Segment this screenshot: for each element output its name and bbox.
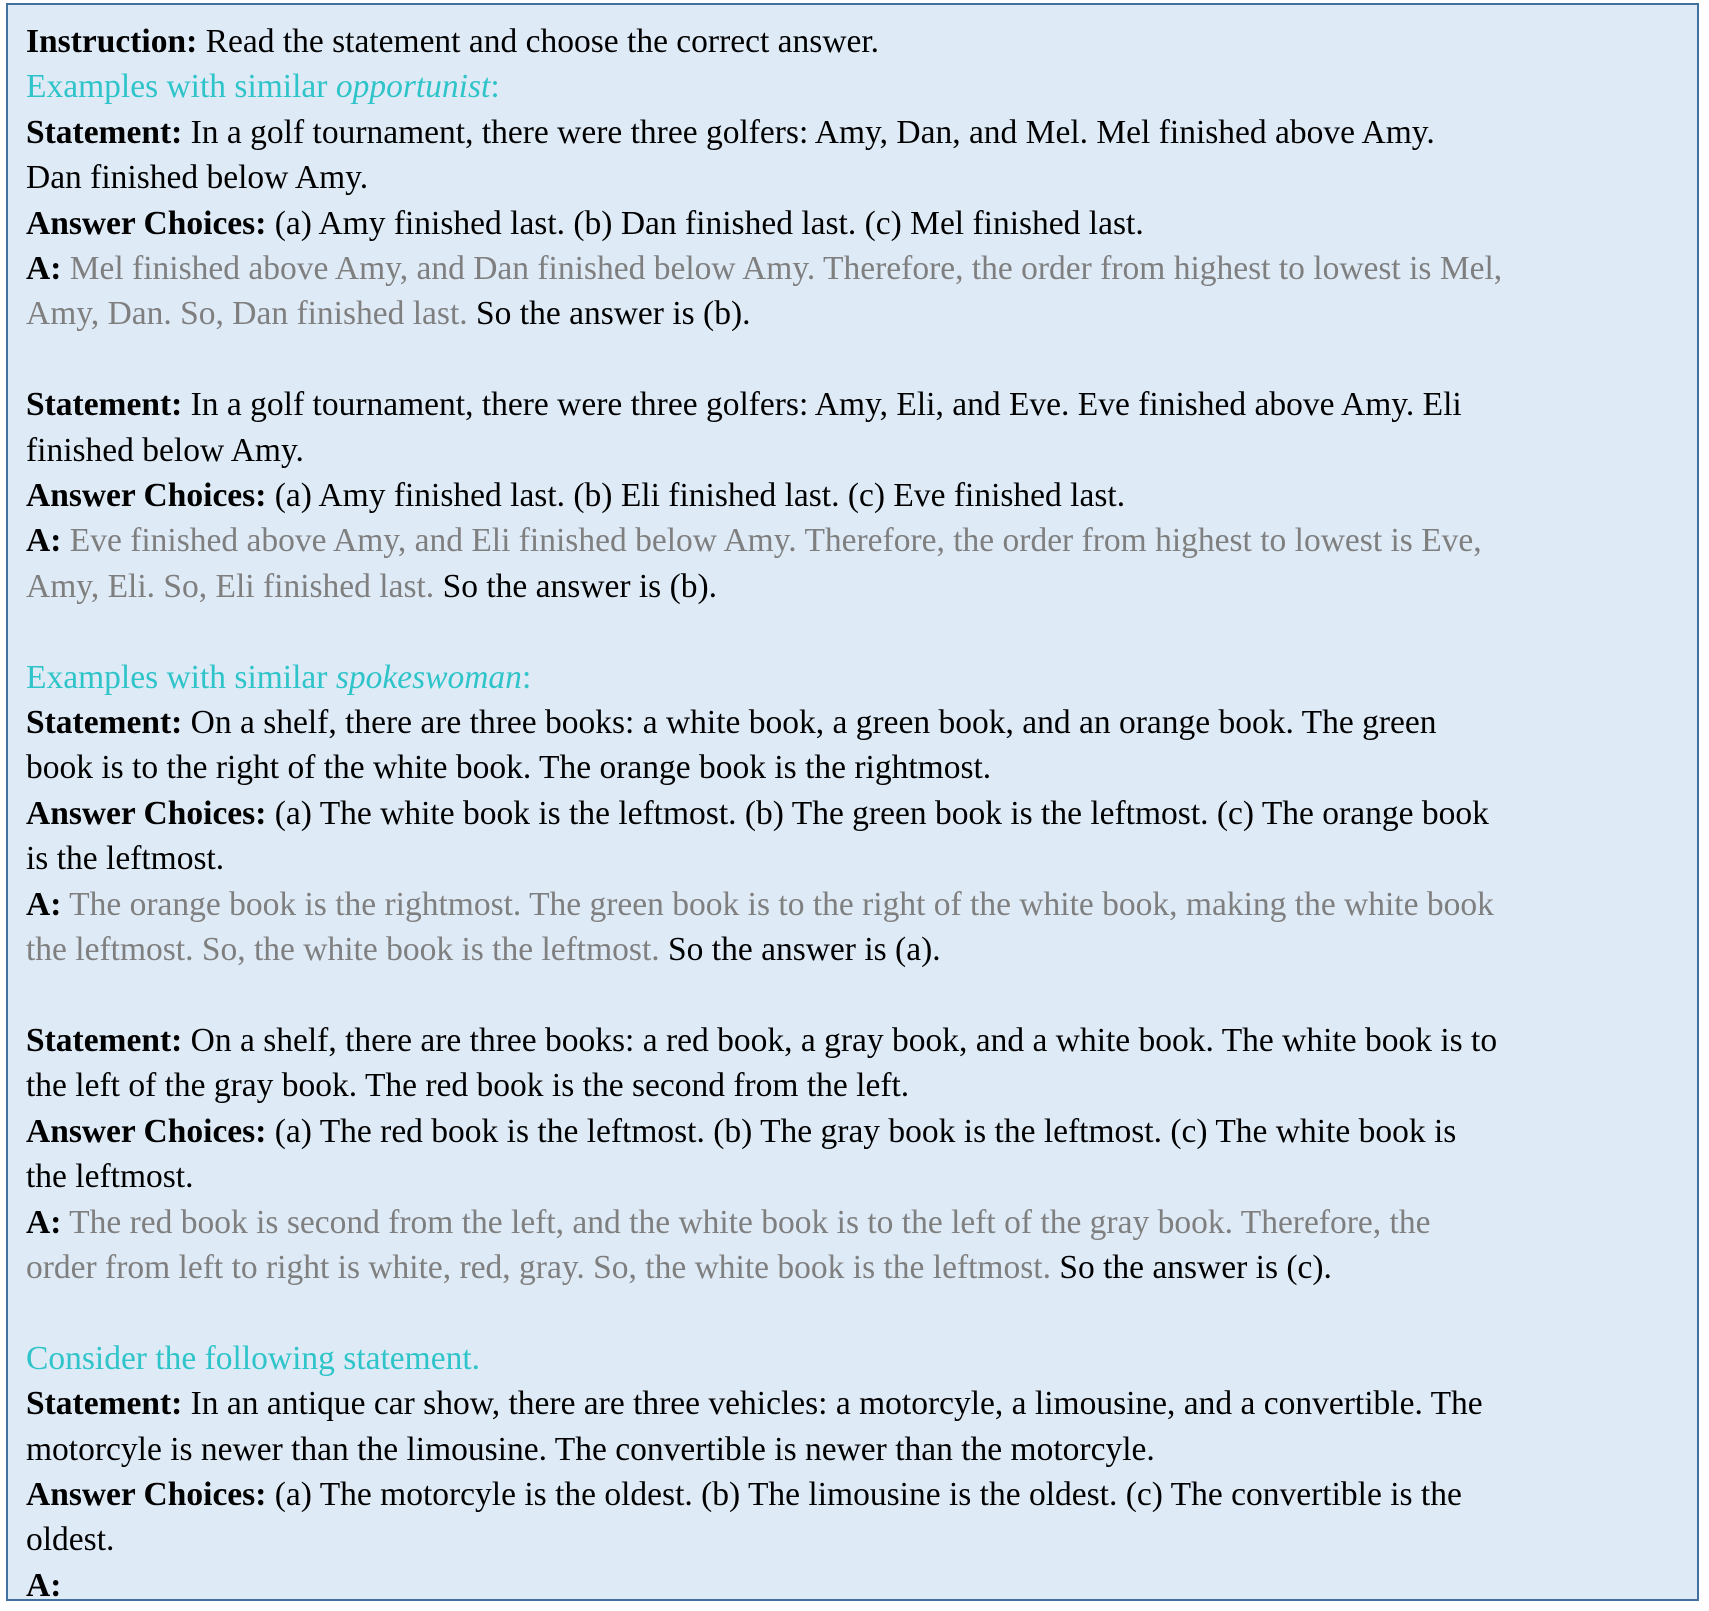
choices-line	[26, 201, 1679, 246]
rationale-text: the leftmost. So, the white book is the leftmost.	[26, 931, 660, 969]
spacer	[26, 1290, 1679, 1335]
statement-label: Statement:	[26, 1021, 183, 1059]
choices-text: (a) The motorcyle is the oldest. (b) The limousine is the oldest. (c) The convertible is the	[266, 1475, 1462, 1513]
choices-line	[26, 1109, 1679, 1154]
choices-line	[26, 791, 1679, 836]
choices-label: Answer Choices:	[26, 794, 267, 832]
rationale-text: order from left to right is white, red, gray. So, the white book is the leftmost.	[26, 1248, 1051, 1286]
group-heading-suffix: :	[490, 68, 500, 106]
statement-text: In a golf tournament, there were three golfers: Amy, Dan, and Mel. Mel finished above Amy.	[182, 113, 1435, 151]
instruction-label: Instruction:	[26, 23, 198, 60]
choices-label: Answer Choices:	[26, 1475, 267, 1513]
answer-line-continued	[26, 1245, 1679, 1290]
conclusion-text: So the answer is (a).	[659, 931, 941, 969]
conclusion-text: So the answer is (c).	[1050, 1248, 1332, 1286]
choices-label: Answer Choices:	[26, 204, 267, 242]
conclusion-text: So the answer is (b).	[467, 295, 751, 333]
rationale-text: Amy, Eli. So, Eli finished last.	[26, 567, 435, 605]
group-heading-term: spokeswoman	[335, 658, 522, 696]
choices-text: the leftmost.	[26, 1158, 194, 1196]
spacer	[26, 973, 1679, 1018]
statement-line	[26, 1018, 1679, 1063]
statement-line	[26, 110, 1679, 155]
choices-text: is the leftmost.	[26, 840, 225, 878]
answer-line	[26, 1563, 1679, 1608]
answer-line	[26, 246, 1679, 291]
group-heading-suffix: :	[521, 658, 532, 696]
answer-line-continued	[26, 291, 1679, 336]
prompt-panel	[6, 3, 1699, 1604]
answer-label: A:	[26, 1203, 62, 1241]
statement-text: In an antique car show, there are three vehicles: a motorcyle, a limousine, and a convertible. The	[182, 1385, 1483, 1423]
statement-text: In a golf tournament, there were three golfers: Amy, Eli, and Eve. Eve finished above Amy. Eli	[182, 386, 1462, 424]
choices-text: (a) The white book is the leftmost. (b) The green book is the leftmost. (c) The orange book	[266, 794, 1489, 832]
answer-label: A:	[26, 522, 62, 560]
choices-text: (a) Amy finished last. (b) Eli finished last. (c) Eve finished last.	[266, 477, 1126, 515]
answer-label: A:	[26, 250, 62, 288]
statement-label: Statement:	[26, 704, 183, 742]
group-heading-term: opportunist	[335, 68, 491, 106]
answer-line	[26, 518, 1679, 563]
group-heading-prefix: Examples with similar	[26, 68, 336, 106]
spacer	[26, 609, 1679, 654]
statement-text: motorcyle is newer than the limousine. The convertible is newer than the motorcyle.	[26, 1430, 1155, 1468]
instruction-line	[26, 19, 1679, 64]
rationale-text: Amy, Dan. So, Dan finished last.	[26, 295, 468, 333]
rationale-text: The red book is second from the left, and the white book is to the left of the gray book. Therefore, the	[61, 1203, 1431, 1241]
answer-line	[26, 1200, 1679, 1245]
statement-text: On a shelf, there are three books: a red book, a gray book, and a white book. The white book is to	[182, 1021, 1498, 1059]
statement-text: book is to the right of the white book. The orange book is the rightmost.	[26, 749, 992, 787]
conclusion-text: So the answer is (b).	[434, 567, 718, 605]
group-heading	[26, 655, 1679, 700]
answer-label: A:	[26, 885, 62, 923]
statement-line	[26, 382, 1679, 427]
answer-label: A:	[26, 1566, 62, 1604]
statement-text: the left of the gray book. The red book is the second from the left.	[26, 1067, 910, 1105]
spacer	[26, 337, 1679, 382]
choices-label: Answer Choices:	[26, 477, 267, 515]
statement-line	[26, 700, 1679, 745]
instruction-text: Read the statement and choose the correct answer.	[197, 23, 880, 60]
rationale-text: Mel finished above Amy, and Dan finished below Amy. Therefore, the order from highest to lowest is Mel,	[61, 250, 1503, 288]
answer-line	[26, 882, 1679, 927]
answer-line-continued	[26, 927, 1679, 972]
statement-label: Statement:	[26, 113, 183, 151]
choices-label: Answer Choices:	[26, 1112, 267, 1150]
choices-text: (a) The red book is the leftmost. (b) The gray book is the leftmost. (c) The white book is	[266, 1112, 1457, 1150]
statement-label: Statement:	[26, 1385, 183, 1423]
statement-text: finished below Amy.	[26, 431, 304, 469]
choices-text: oldest.	[26, 1521, 115, 1559]
choices-line	[26, 473, 1679, 518]
choices-line	[26, 1472, 1679, 1517]
statement-label: Statement:	[26, 386, 183, 424]
statement-text: Dan finished below Amy.	[26, 159, 369, 197]
group-heading-prefix: Examples with similar	[26, 658, 336, 696]
statement-line	[26, 1381, 1679, 1426]
rationale-text: The orange book is the rightmost. The green book is to the right of the white book, making the white book	[61, 885, 1494, 923]
answer-line-continued	[26, 564, 1679, 609]
statement-text: On a shelf, there are three books: a white book, a green book, and an orange book. The green	[182, 704, 1437, 742]
rationale-text: Eve finished above Amy, and Eli finished below Amy. Therefore, the order from highest to lowest is Eve,	[61, 522, 1482, 560]
query-heading: Consider the following statement.	[26, 1339, 481, 1377]
choices-text: (a) Amy finished last. (b) Dan finished last. (c) Mel finished last.	[266, 204, 1144, 242]
group-heading	[26, 64, 1679, 109]
